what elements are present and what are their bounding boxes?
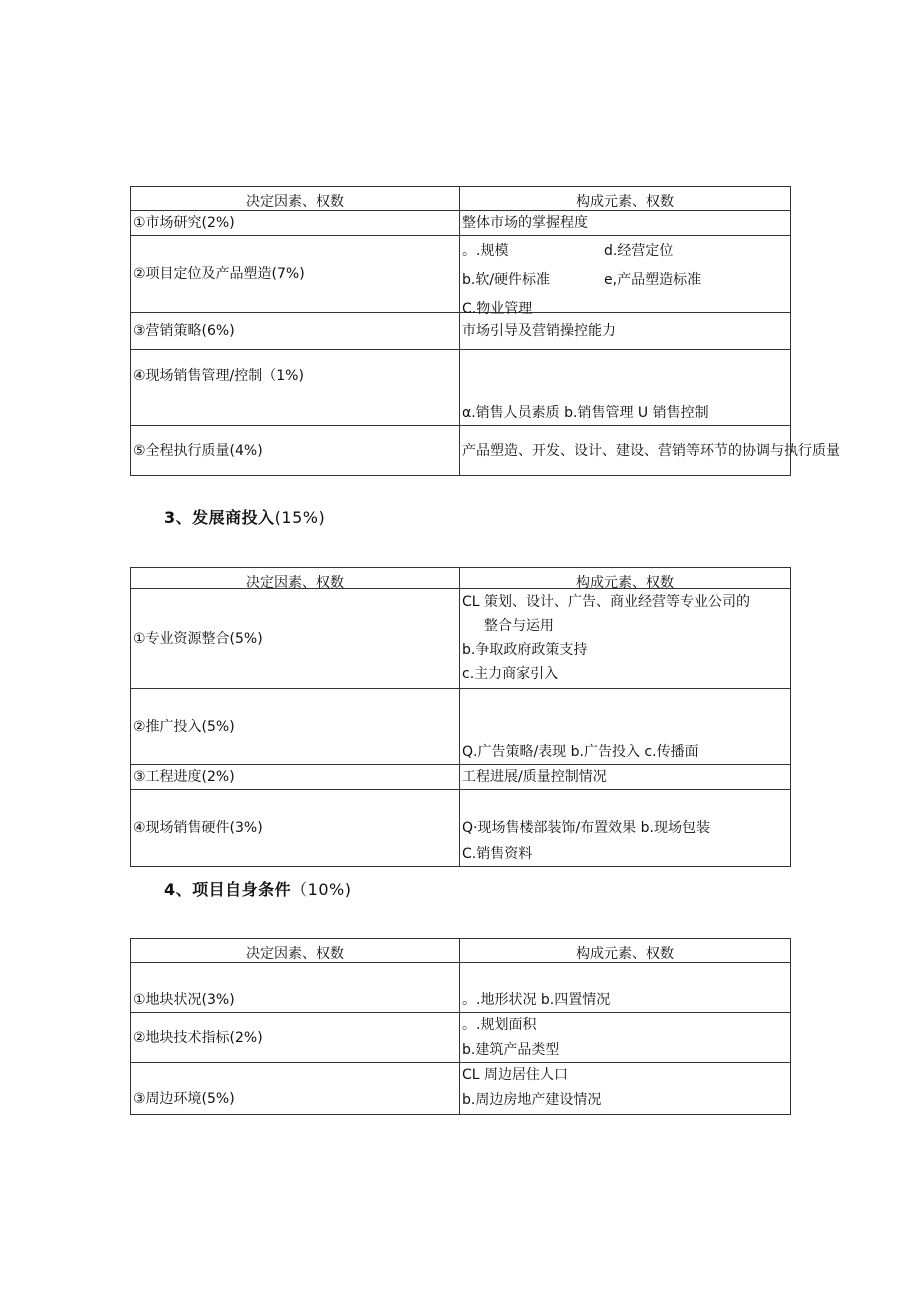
element-item: CL 周边居住人口 [462,1067,569,1083]
factor-cell: ①专业资源整合(5%) [131,589,460,689]
elements-cell: 。.地形状况 b.四置情况 [460,963,791,1013]
factor-cell: ③工程进度(2%) [131,765,460,790]
factor-table-2 [130,567,791,867]
factor-table-3 [130,938,791,1115]
elements-cell: 整体市场的掌握程度 [460,211,791,236]
factor-cell: ②项目定位及产品塑造(7%) [131,236,460,313]
elements-cell [460,790,791,867]
factor-cell: ④现场销售管理/控制（1%) [131,350,460,426]
element-item: b.软/硬件标准 [462,272,551,288]
element-item: c.主力商家引入 [462,666,559,682]
element-item: Q·现场售楼部装饰/布置效果 b.现场包装 [462,820,710,836]
elements-cell [460,236,791,317]
element-item: C.销售资料 [462,846,533,862]
element-item: CL 策划、设计、广告、商业经营等专业公司的 [462,594,751,610]
elements-cell: Q.广告策略/表现 b.广告投入 c.传播面 [460,689,791,765]
factor-table-1 [130,186,840,476]
elements-cell [460,1013,791,1063]
header-factor: 决定因素、权数 [131,187,460,211]
element-item: 。.规划面积 [462,1017,537,1033]
header-factor: 决定因素、权数 [131,568,460,589]
factor-cell: ③营销策略(6%) [131,313,460,350]
header-elements: 构成元素、权数 [460,187,791,211]
elements-cell [460,589,791,689]
elements-cell: α.销售人员素质 b.销售管理 U 销售控制 [460,350,791,426]
section-heading: 3、发展商投入(15%) [164,508,326,527]
header-elements: 构成元素、权数 [460,939,791,963]
elements-cell: 产品塑造、开发、设计、建设、营销等环节的协调与执行质量 [460,426,791,476]
elements-cell: 工程进展/质量控制情况 [460,765,791,790]
factor-cell: ②地块技术指标(2%) [131,1013,460,1063]
elements-cell: 市场引导及营销操控能力 [460,313,791,350]
header-elements: 构成元素、权数 [460,568,791,589]
factor-cell: ②推广投入(5%) [131,689,460,765]
factor-cell: ④现场销售硬件(3%) [131,790,460,867]
factor-cell: ③周边环境(5%) [131,1063,460,1115]
element-item: 整合与运用 [484,618,554,634]
factor-cell: ①市场研究(2%) [131,211,460,236]
element-item: C.物业管理 [462,301,533,317]
element-item: b.周边房地产建设情况 [462,1092,602,1108]
element-item: d.经营定位 [604,243,674,259]
section-heading: 4、项目自身条件（10%) [164,880,352,899]
factor-cell: ⑤全程执行质量(4%) [131,426,460,476]
element-item: b.建筑产品类型 [462,1042,560,1058]
element-item: e,产品塑造标准 [604,272,702,288]
header-factor: 决定因素、权数 [131,939,460,963]
element-item: b.争取政府政策支持 [462,642,588,658]
elements-cell [460,1063,791,1115]
factor-cell: ①地块状况(3%) [131,963,460,1013]
element-item: 。.规模 [462,243,509,259]
